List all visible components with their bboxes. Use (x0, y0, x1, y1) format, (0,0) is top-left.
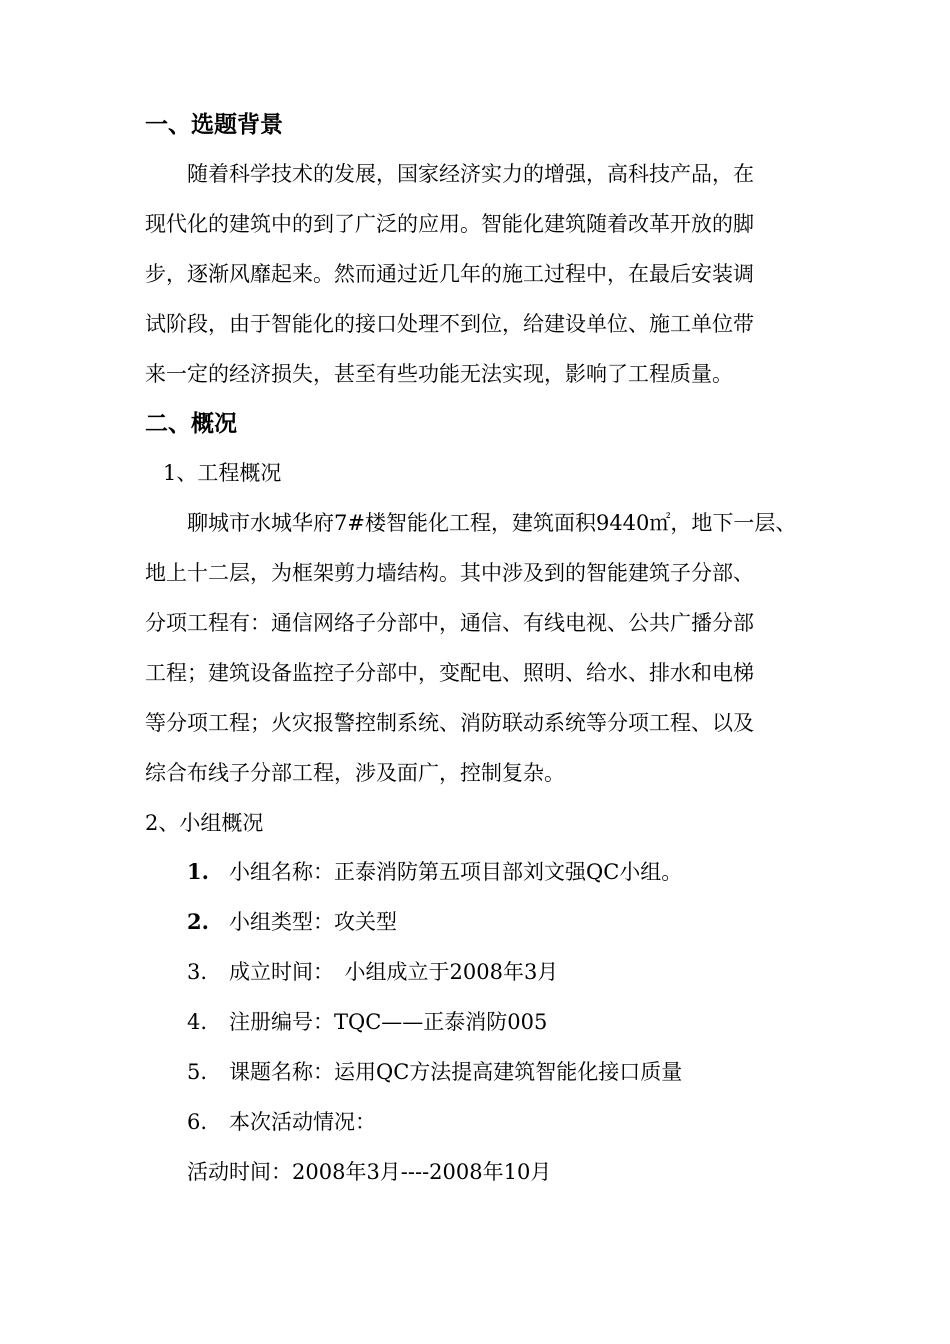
list-item-number: 4. (187, 1010, 208, 1034)
paragraph-line: 等分项工程；火灾报警控制系统、消防联动系统等分项工程、以及 (145, 711, 754, 735)
list-item-number: 2. (187, 909, 209, 934)
paragraph-line: 随着科学技术的发展，国家经济实力的增强，高科技产品，在 (145, 162, 754, 186)
project-paragraph (145, 498, 825, 798)
list-item (187, 857, 682, 887)
section-title-background: 一、选题背景 (145, 112, 283, 138)
paragraph-line: 工程；建筑设备监控子分部中，变配电、照明、给水、排水和电梯 (145, 661, 754, 685)
paragraph-line: 现代化的建筑中的到了广泛的应用。智能化建筑随着改革开放的脚 (145, 212, 754, 236)
paragraph-line: 试阶段，由于智能化的接口处理不到位，给建设单位、施工单位带 (145, 312, 754, 336)
activity-time: 活动时间：2008年3月----2008年10月 (187, 1160, 552, 1184)
list-item-number: 3. (187, 960, 208, 984)
list-item-text: 课题名称：运用QC方法提高建筑智能化接口质量 (229, 1060, 683, 1084)
list-item (187, 907, 397, 937)
section-title-overview: 二、概况 (145, 411, 237, 437)
list-item-text: 小组类型：攻关型 (229, 910, 397, 934)
list-item-number: 6. (187, 1110, 208, 1134)
list-item (187, 1057, 682, 1087)
paragraph-line: 来一定的经济损失，甚至有些功能无法实现，影响了工程质量。 (145, 362, 733, 386)
paragraph-line: 综合布线子分部工程，涉及面广，控制复杂。 (145, 761, 565, 785)
paragraph-line: 步，逐渐风靡起来。然而通过近几年的施工过程中，在最后安装调 (145, 262, 754, 286)
list-item-number: 1. (187, 859, 209, 884)
list-item (187, 1007, 547, 1037)
list-item (187, 1107, 376, 1137)
list-item-text: 本次活动情况： (229, 1110, 376, 1134)
background-paragraph (145, 149, 825, 399)
subsection-project-overview: 1、工程概况 (163, 461, 282, 485)
list-item (187, 957, 558, 987)
paragraph-line: 地上十二层，为框架剪力墙结构。其中涉及到的智能建筑子分部、 (145, 561, 754, 585)
list-item-text: 成立时间： 小组成立于2008年3月 (229, 960, 559, 984)
list-item-text: 小组名称：正泰消防第五项目部刘文强QC小组。 (229, 860, 683, 884)
paragraph-line: 分项工程有：通信网络子分部中，通信、有线电视、公共广播分部 (145, 611, 754, 635)
list-item-text: 注册编号：TQC——正泰消防005 (229, 1010, 548, 1034)
subsection-group-overview: 2、小组概况 (145, 811, 264, 835)
paragraph-line: 聊城市水城华府7#楼智能化工程，建筑面积9440㎡，地下一层、 (145, 511, 797, 535)
list-item-number: 5. (187, 1060, 208, 1084)
